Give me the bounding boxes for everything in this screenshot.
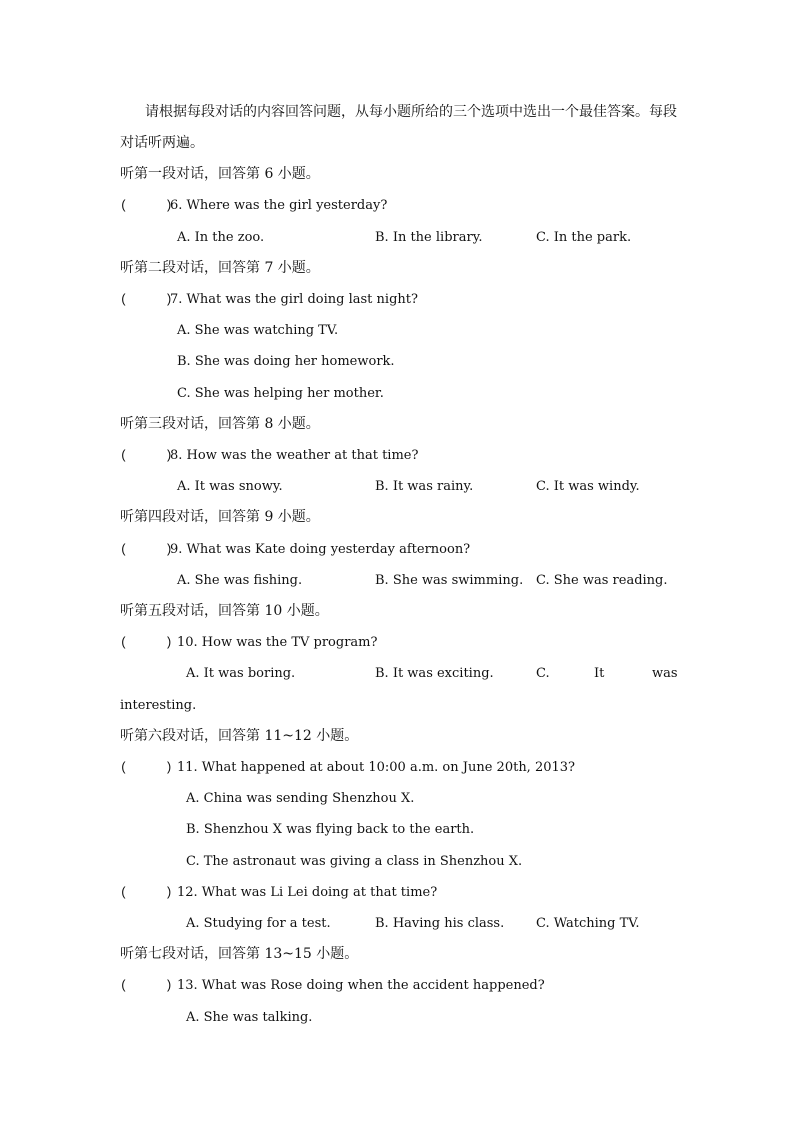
option: A. In the zoo. bbox=[177, 230, 265, 245]
question-stem: 10. How was the TV program? bbox=[177, 635, 378, 650]
option: C. It was windy. bbox=[536, 479, 640, 494]
section-heading: 听第七段对话，回答第 13~15 小题。 bbox=[120, 946, 359, 962]
option: C. In the park. bbox=[536, 230, 632, 245]
option: A. China was sending Shenzhou X. bbox=[186, 791, 415, 806]
option: B. She was swimming. bbox=[375, 573, 524, 588]
option: B. Shenzhou X was flying back to the earth. bbox=[186, 822, 475, 837]
section-heading: 听第四段对话，回答第 9 小题。 bbox=[120, 509, 320, 525]
option: C. bbox=[536, 666, 550, 681]
option: C. She was helping her mother. bbox=[177, 386, 384, 401]
answer-blank: ( ) bbox=[120, 886, 173, 900]
section-heading: 听第三段对话，回答第 8 小题。 bbox=[120, 416, 320, 432]
option: A. Studying for a test. bbox=[186, 916, 331, 931]
option: A. She was fishing. bbox=[177, 573, 303, 588]
answer-blank: ( ) bbox=[120, 293, 173, 307]
option: A. She was talking. bbox=[186, 1010, 313, 1025]
question-stem: 9. What was Kate doing yesterday afternoon? bbox=[170, 542, 471, 557]
question-stem: 11. What happened at about 10:00 a.m. on June 20th, 2013? bbox=[177, 760, 576, 775]
option: It bbox=[594, 666, 605, 681]
option: B. It was exciting. bbox=[375, 666, 494, 681]
option: A. It was boring. bbox=[186, 666, 296, 681]
option: A. She was watching TV. bbox=[177, 323, 339, 338]
option: C. She was reading. bbox=[536, 573, 668, 588]
question-stem: 8. How was the weather at that time? bbox=[170, 448, 419, 463]
section-heading: 听第一段对话，回答第 6 小题。 bbox=[120, 166, 320, 182]
option: C. The astronaut was giving a class in Shenzhou X. bbox=[186, 854, 523, 869]
option: B. Having his class. bbox=[375, 916, 505, 931]
option: B. In the library. bbox=[375, 230, 483, 245]
section-heading: 听第五段对话，回答第 10 小题。 bbox=[120, 603, 329, 619]
option: B. She was doing her homework. bbox=[177, 354, 395, 369]
answer-blank: ( ) bbox=[120, 761, 173, 775]
intro-line-2: 对话听两遍。 bbox=[120, 135, 204, 151]
option: C. Watching TV. bbox=[536, 916, 640, 931]
question-stem: 12. What was Li Lei doing at that time? bbox=[177, 885, 438, 900]
question-stem: 6. Where was the girl yesterday? bbox=[170, 198, 388, 213]
section-heading: 听第六段对话，回答第 11~12 小题。 bbox=[120, 728, 359, 744]
option: B. It was rainy. bbox=[375, 479, 474, 494]
section-heading: 听第二段对话，回答第 7 小题。 bbox=[120, 260, 320, 276]
question-stem: 7. What was the girl doing last night? bbox=[170, 292, 418, 307]
option: A. It was snowy. bbox=[177, 479, 283, 494]
answer-blank: ( ) bbox=[120, 199, 173, 213]
intro-line-1: 请根据每段对话的内容回答问题，从每小题所给的三个选项中选出一个最佳答案。每段 bbox=[145, 104, 677, 120]
answer-blank: ( ) bbox=[120, 979, 173, 993]
option: was bbox=[652, 666, 678, 681]
answer-blank: ( ) bbox=[120, 636, 173, 650]
answer-blank: ( ) bbox=[120, 543, 173, 557]
answer-blank: ( ) bbox=[120, 449, 173, 463]
question-stem: 13. What was Rose doing when the accident happened? bbox=[177, 978, 545, 993]
option: interesting. bbox=[120, 698, 197, 713]
